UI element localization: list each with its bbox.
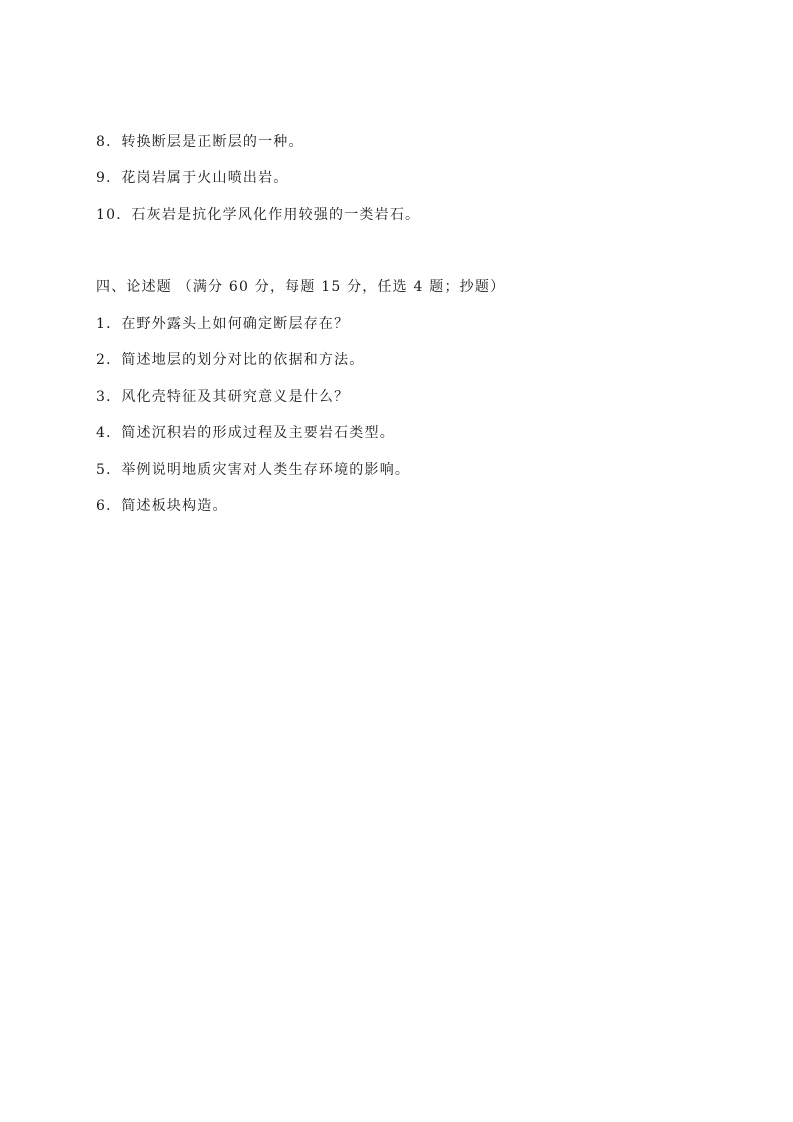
question-number: 3． <box>96 389 122 405</box>
question-text: 石灰岩是抗化学风化作用较强的一类岩石。 <box>131 207 421 223</box>
question-text: 转换断层是正断层的一种。 <box>121 134 304 150</box>
question-number: 5． <box>96 462 122 478</box>
essay-question-5 <box>96 461 410 479</box>
question-text: 在野外露头上如何确定断层存在？ <box>121 316 350 332</box>
question-text: 花岗岩属于火山喷出岩。 <box>121 170 289 186</box>
question-item-10 <box>96 206 420 224</box>
question-number: 1． <box>96 316 122 332</box>
question-number: 10． <box>96 207 132 223</box>
essay-question-3 <box>96 388 349 406</box>
question-number: 9． <box>96 170 122 186</box>
essay-question-2 <box>96 351 365 369</box>
question-item-8 <box>96 133 304 151</box>
essay-question-1 <box>96 315 349 333</box>
question-item-9 <box>96 169 289 187</box>
question-number: 4． <box>96 425 122 441</box>
question-text: 简述地层的划分对比的依据和方法。 <box>121 352 365 368</box>
essay-question-4 <box>96 424 395 442</box>
question-text: 简述沉积岩的形成过程及主要岩石类型。 <box>121 425 395 441</box>
question-text: 举例说明地质灾害对人类生存环境的影响。 <box>121 462 411 478</box>
question-number: 8． <box>96 134 122 150</box>
question-text: 风化壳特征及其研究意义是什么？ <box>121 389 350 405</box>
question-text: 简述板块构造。 <box>121 498 228 514</box>
question-number: 6． <box>96 498 122 514</box>
section-heading: 四、论述题 （满分 60 分，每题 15 分，任选 4 题；抄题） <box>96 279 506 295</box>
question-number: 2． <box>96 352 122 368</box>
essay-question-6 <box>96 497 228 515</box>
